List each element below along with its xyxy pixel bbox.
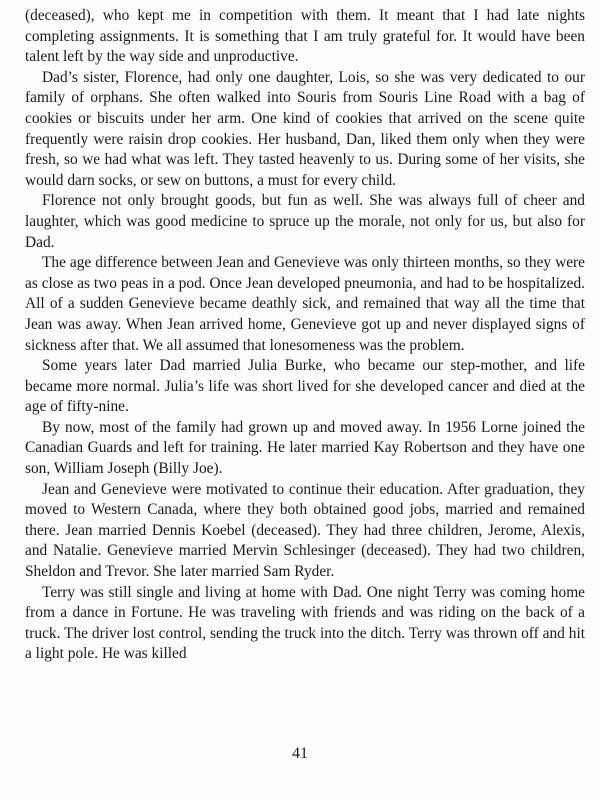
paragraph-7: Jean and Genevieve were motivated to continue their education. After graduation, they moved to Western Canada, where they both obtained good jobs, married and remained there. Jean married Dennis Koebel (deceased). They had three children, Jerome, Alexis, and Natalie. Genevieve married Mervin Schlesinger (deceased). They had two children, Sheldon and Trevor. She later married Sam Ryder. <box>25 480 585 581</box>
paragraph-5: Some years later Dad married Julia Burke, who became our step-mother, and life became more normal. Julia’s life was short lived for she developed cancer and died at the age of fifty-nine. <box>25 357 585 416</box>
paragraph-8: Terry was still single and living at home with Dad. One night Terry was coming home from a dance in Fortune. He was traveling with friends and was riding on the back of a truck. The driver lost control, sending the truck into the ditch. Terry was thrown off and hit a light pole. He was killed <box>25 583 585 663</box>
paragraph-3: Florence not only brought goods, but fun as well. She was always full of cheer and laughter, which was good medicine to spruce up the morale, not only for us, but also for Dad. <box>25 192 585 251</box>
paragraph-4: The age difference between Jean and Genevieve was only thirteen months, so they were as close as two peas in a pod. Once Jean developed pneumonia, and had to be hospitalized. All of a sudden Genevieve became deathly sick, and remained that way all the time that Jean was away. When Jean arrived home, Genevieve got up and never displayed signs of sickness after that. We all assumed that lonesomeness was the problem. <box>25 254 585 354</box>
paragraph-1: (deceased), who kept me in competition with them. It meant that I had late nights completing assignments. It is something that I am truly grateful for. It would have been talent left by the way side and unproductive. <box>25 7 585 66</box>
page-number: 41 <box>292 745 308 762</box>
paragraph-6: By now, most of the family had grown up and moved away. In 1956 Lorne joined the Canadian Guards and left for training. He later married Kay Robertson and they have one son, William Joseph (Billy Joe). <box>25 418 585 478</box>
paragraph-2: Dad’s sister, Florence, had only one daughter, Lois, so she was very dedicated to our family of orphans. She often walked into Souris from Souris Line Road with a bag of cookies or biscuits under her arm. One kind of cookies that arrived on the scene quite frequently were raisin drop cookies. Her husband, Dan, liked them only when they were fresh, so we had what was left. They tasted heavenly to us. During some of her visits, she would darn socks, or sew on buttons, a must for every child. <box>25 68 585 189</box>
body-text <box>25 6 585 665</box>
